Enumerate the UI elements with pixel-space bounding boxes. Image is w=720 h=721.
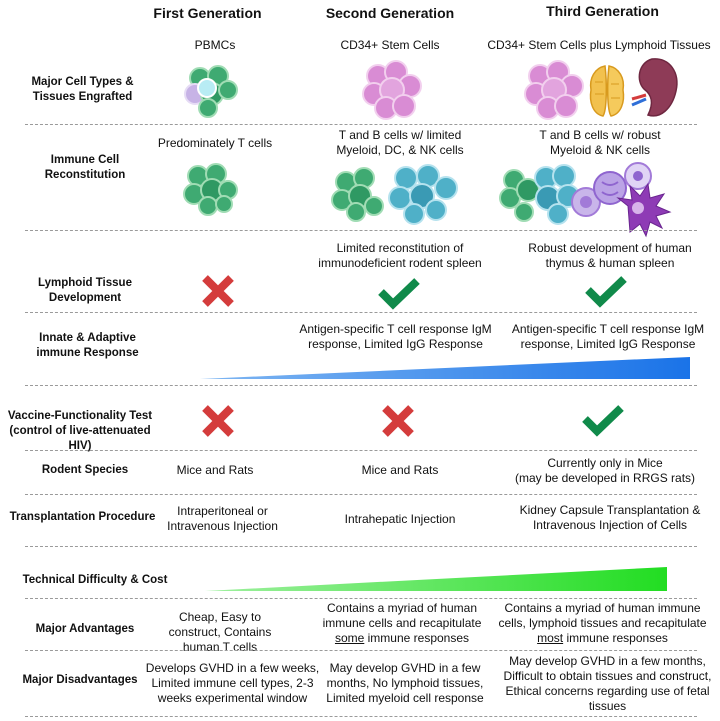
species-second: Mice and Rats <box>361 463 439 477</box>
pbmc-cluster-icon <box>180 58 240 118</box>
row-label-immune-reconstitution: Immune Cell Reconstitution <box>44 154 126 181</box>
row-label-cell-types: Major Cell Types & Tissues Engrafted <box>31 76 134 103</box>
divider <box>25 230 697 231</box>
divider <box>25 494 697 495</box>
immune-response-gradient-wedge <box>200 355 692 381</box>
advantages-third: Contains a myriad of human immune cells, lymphoid tissues and recapitulate most immune responses <box>498 601 707 645</box>
thymus-icon <box>585 62 629 120</box>
innate-adaptive-second: Antigen-specific T cell response IgM response, Limited IgG Response <box>299 322 492 351</box>
advantages-first: Cheap, Easy to construct, Contains human T cells <box>168 610 272 654</box>
stem-cell-cluster-third-icon <box>522 58 584 120</box>
divider <box>25 124 697 125</box>
divider <box>25 450 697 451</box>
immune-reconstitution-first: Predominately T cells <box>157 136 273 150</box>
row-label-advantages: Major Advantages <box>35 623 135 635</box>
t-cell-cluster-icon <box>182 160 238 216</box>
cross-icon <box>200 273 236 309</box>
cross-icon <box>200 403 236 439</box>
cross-icon <box>380 403 416 439</box>
row-label-vaccine: Vaccine-Functionality Test (control of live-attenuated HIV) <box>7 410 153 452</box>
lymphoid-tissue-third: Robust development of human thymus & human spleen <box>528 241 692 270</box>
disadvantages-first: Develops GVHD in a few weeks, Limited immune cell types, 2-3 weeks experimental window <box>145 661 320 705</box>
row-label-disadvantages: Major Disadvantages <box>22 674 138 686</box>
divider <box>25 598 697 599</box>
transplantation-first: Intraperitoneal or Intravenous Injection <box>167 504 278 533</box>
row-label-species: Rodent Species <box>41 464 129 476</box>
species-first: Mice and Rats <box>176 463 254 477</box>
header-first-generation: First Generation <box>153 5 262 21</box>
cell-types-second: CD34+ Stem Cells <box>340 38 440 52</box>
check-icon <box>585 276 627 306</box>
disadvantages-third: May develop GVHD in a few months, Difficult to obtain tissues and construct, Ethical concerns regarding use of fetal tissues <box>503 654 712 713</box>
row-label-lymphoid-tissue: Lymphoid Tissue Development <box>38 277 132 304</box>
divider <box>25 716 697 717</box>
difficulty-gradient-wedge <box>205 565 670 593</box>
check-icon <box>378 278 420 308</box>
species-third-line2: (may be developed in RRGS rats) <box>514 471 696 485</box>
stem-cell-cluster-icon <box>360 58 424 120</box>
immune-reconstitution-third: T and B cells w/ robust Myeloid & NK cells <box>539 128 661 157</box>
species-third-line1: Currently only in Mice <box>547 456 663 470</box>
advantages-second: Contains a myriad of human immune cells and recapitulate some immune responses <box>322 601 482 645</box>
immune-reconstitution-second: T and B cells w/ limited Myeloid, DC, & NK cells <box>336 128 464 157</box>
check-icon <box>582 405 624 435</box>
divider <box>25 385 697 386</box>
lymphoid-tissue-second: Limited reconstitution of immunodeficient rodent spleen <box>318 241 482 270</box>
cell-types-first: PBMCs <box>194 38 236 52</box>
t-and-b-cell-cluster-icon <box>328 162 478 224</box>
transplantation-third: Kidney Capsule Transplantation & Intravenous Injection of Cells <box>519 503 701 532</box>
robust-immune-cells-icon <box>498 158 676 228</box>
disadvantages-second: May develop GVHD in a few months, No lymphoid tissues, Limited myeloid cell response <box>326 661 484 705</box>
divider <box>25 312 697 313</box>
innate-adaptive-third: Antigen-specific T cell response IgM response, Limited IgG Response <box>511 322 705 351</box>
divider <box>25 546 697 547</box>
cell-types-third: CD34+ Stem Cells plus Lymphoid Tissues <box>487 38 711 52</box>
header-second-generation: Second Generation <box>325 5 455 21</box>
row-label-innate-adaptive: Innate & Adaptive immune Response <box>36 332 139 359</box>
header-third-generation: Third Generation <box>546 3 659 19</box>
row-label-transplantation: Transplantation Procedure <box>9 511 156 523</box>
divider <box>25 650 697 651</box>
transplantation-second: Intrahepatic Injection <box>344 512 456 526</box>
row-label-difficulty: Technical Difficulty & Cost <box>22 574 168 586</box>
spleen-icon <box>630 55 682 121</box>
